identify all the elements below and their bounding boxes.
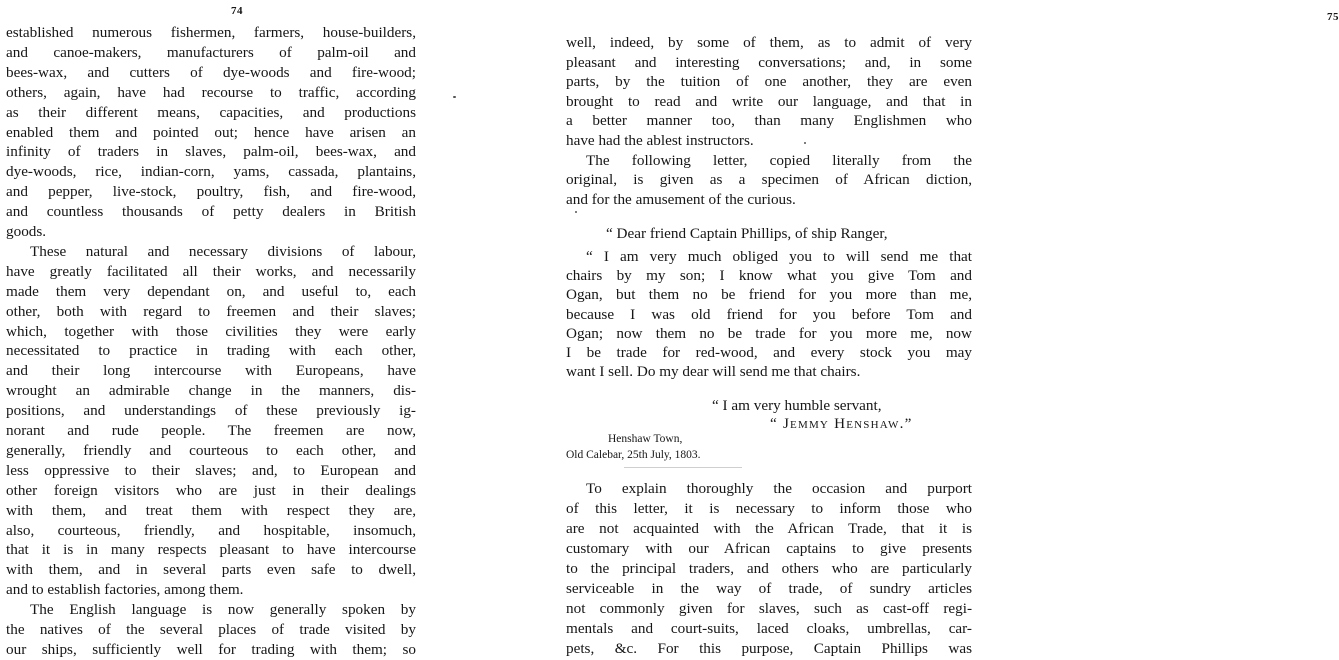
- body-text-line: other, both with regard to freemen and their slaves;: [6, 302, 416, 320]
- letter-body-line: because I was old friend for you before Tom and: [566, 305, 972, 323]
- body-text-line: well, indeed, by some of them, as to admit of very: [566, 34, 972, 51]
- body-text-line: enabled them and pointed out; hence have arisen an: [6, 123, 416, 141]
- body-text-line: and canoe-makers, manufacturers of palm-oil and: [6, 43, 416, 61]
- body-text-line: have had the ablest instructors.: [566, 132, 754, 149]
- left-page-number: 74: [231, 5, 243, 17]
- body-text-line: The following letter, copied literally from the: [586, 151, 972, 169]
- letter-signature: “ Jemmy Henshaw.”: [770, 415, 913, 432]
- body-text-line: positions, and understandings of these previously ig-: [6, 402, 416, 420]
- body-text-line: less oppressive to their slaves; and, to European and: [6, 461, 416, 479]
- ink-speck: [804, 142, 806, 144]
- body-text-line: customary with our African captains to give presents: [566, 540, 972, 557]
- body-text-line: serviceable in the way of trade, of sundry articles: [566, 580, 972, 597]
- letter-body-line: chairs by my son; I know what you give Tom and: [566, 267, 972, 285]
- body-text-line: with them, and treat them with respect they are,: [6, 501, 416, 519]
- ink-speck: [575, 211, 577, 213]
- body-text-line: and to establish factories, among them.: [6, 581, 244, 599]
- letter-body-line: “ I am very much obliged you to will send me that: [586, 248, 972, 265]
- separator-rule: [624, 467, 742, 468]
- body-text-line: our ships, sufficiently well for trading with them; so: [6, 640, 416, 658]
- body-text-line: and for the amusement of the curious.: [566, 190, 796, 208]
- body-text-line: necessitated to practice in trading with each other,: [6, 342, 416, 360]
- body-text-line: infinity of traders in slaves, palm-oil, bees-wax, and: [6, 143, 416, 161]
- body-text-line: have greatly facilitated all their works, and necessarily: [6, 262, 416, 280]
- letter-body-line: Ogan; now them no be trade for you more me, now: [566, 324, 972, 342]
- body-text-line: others, again, have had recourse to traffic, according: [6, 83, 416, 101]
- body-text-line: to the principal traders, and others who are particularly: [566, 560, 972, 577]
- body-text-line: a better manner too, than many Englishmen who: [566, 112, 972, 130]
- body-text-line: norant and rude people. The freemen are now,: [6, 422, 416, 439]
- body-text-line: bees-wax, and cutters of dye-woods and fire-wood;: [6, 63, 416, 81]
- body-text-line: goods.: [6, 223, 47, 240]
- body-text-line: parts, by the tuition of one another, they are even: [566, 73, 972, 91]
- body-text-line: made them very dependant on, and useful to, each: [6, 282, 416, 300]
- body-text-line: dye-woods, rice, indian-corn, yams, cassada, plantains,: [6, 163, 416, 181]
- body-text-line: as their different means, capacities, and productions: [6, 103, 416, 121]
- body-text-line: mentals and court-suits, laced cloaks, umbrellas, car-: [566, 620, 972, 637]
- right-page-number: 75: [1327, 11, 1339, 23]
- body-text-line: wrought an admirable change in the manners, dis-: [6, 382, 416, 400]
- body-text-line: also, courteous, friendly, and hospitable, insomuch,: [6, 521, 416, 539]
- body-text-line: brought to read and write our language, and that in: [566, 92, 972, 110]
- body-text-line: pets, &c. For this purpose, Captain Phillips was: [566, 640, 972, 657]
- body-text-line: not commonly given for slaves, such as cast-off regi-: [566, 600, 972, 617]
- letter-body-line: I be trade for red-wood, and every stock you may: [566, 344, 972, 361]
- letter-salutation: “ Dear friend Captain Phillips, of ship Ranger,: [606, 225, 888, 242]
- body-text-line: To explain thoroughly the occasion and purport: [586, 480, 972, 497]
- body-text-line: the natives of the several places of trade visited by: [6, 621, 416, 638]
- body-text-line: and countless thousands of petty dealers in British: [6, 203, 416, 221]
- letter-closing: “ I am very humble servant,: [712, 397, 882, 414]
- body-text-line: and their long intercourse with Europeans, have: [6, 362, 416, 380]
- letter-body-line: want I sell. Do my dear will send me that chairs.: [566, 363, 861, 381]
- body-text-line: The English language is now generally spoken by: [30, 601, 416, 619]
- body-text-line: and pepper, live-stock, poultry, fish, and fire-wood,: [6, 183, 416, 201]
- letter-body-line: Ogan, but them no be friend for you more than me,: [566, 286, 972, 304]
- body-text-line: generally, friendly and courteous to each other, and: [6, 441, 416, 459]
- body-text-line: established numerous fishermen, farmers, house-builders,: [6, 24, 416, 41]
- body-text-line: are not acquainted with the African Trade, that it is: [566, 520, 972, 537]
- body-text-line: which, together with those civilities they were early: [6, 322, 416, 340]
- body-text-line: that it is in many respects pleasant to have intercourse: [6, 541, 416, 559]
- body-text-line: These natural and necessary divisions of labour,: [30, 242, 416, 260]
- ink-speck: [453, 96, 456, 98]
- letter-date: Old Calebar, 25th July, 1803.: [566, 449, 701, 461]
- body-text-line: of this letter, it is necessary to inform those who: [566, 500, 972, 517]
- body-text-line: original, is given as a specimen of African diction,: [566, 171, 972, 189]
- letter-place: Henshaw Town,: [608, 433, 683, 445]
- body-text-line: other foreign visitors who are just in their dealings: [6, 481, 416, 499]
- body-text-line: pleasant and interesting conversations; and, in some: [566, 53, 972, 71]
- body-text-line: with them, and in several parts even safe to dwell,: [6, 561, 416, 579]
